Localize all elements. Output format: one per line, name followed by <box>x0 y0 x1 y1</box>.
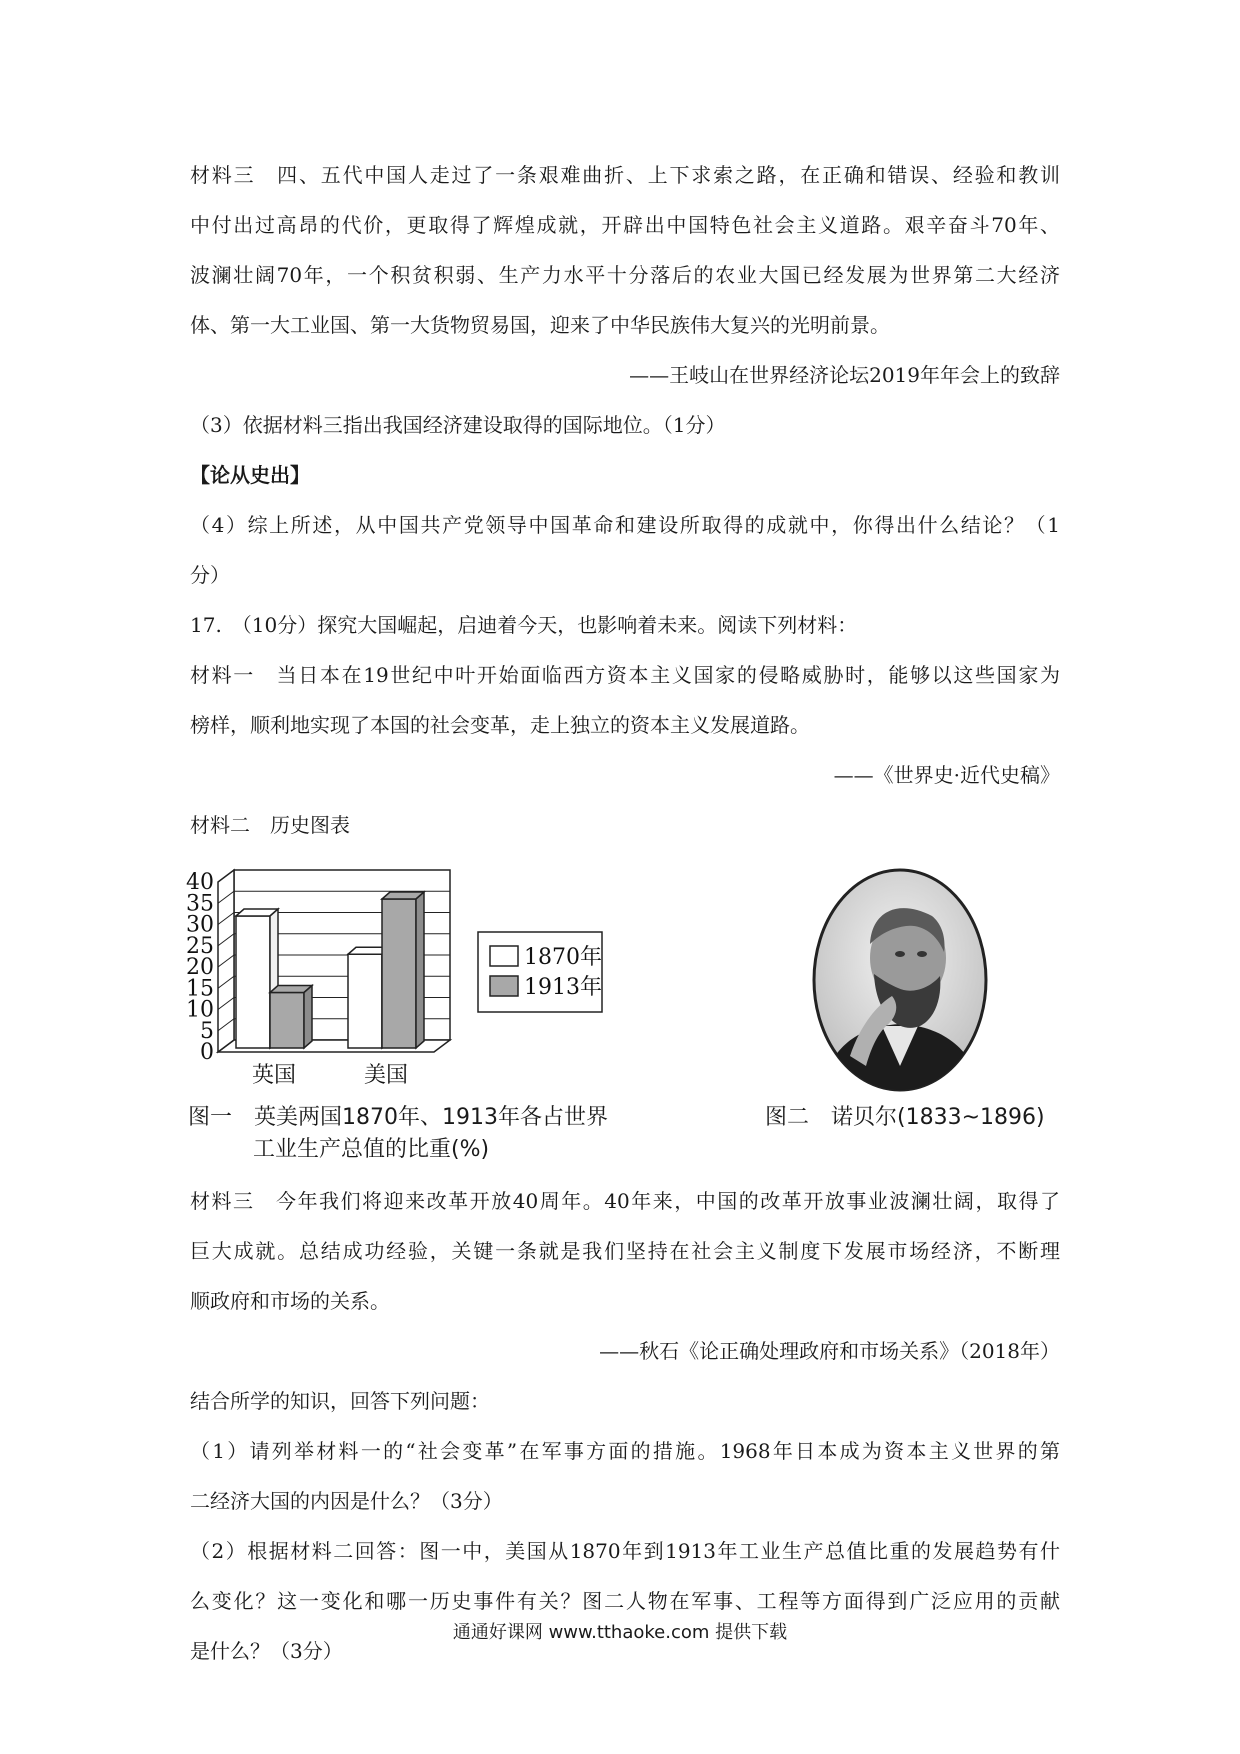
legend-box <box>478 932 602 1012</box>
text-line: 顺政府和市场的关系。 <box>190 1289 390 1313</box>
legend-swatch <box>490 946 518 966</box>
figure-1-caption-line1: 图一 英美两国1870年、1913年各占世界 <box>188 1105 608 1130</box>
page-content <box>186 150 1060 1676</box>
text-line: ——王岐山在世界经济论坛2019年年会上的致辞 <box>629 363 1060 387</box>
y-tick-label: 15 <box>186 976 214 1002</box>
text-line: （3）依据材料三指出我国经济建设取得的国际地位。（1分） <box>190 413 726 437</box>
bar-side <box>416 892 424 1048</box>
bar <box>270 993 304 1049</box>
text-line: 材料三 四、五代中国人走过了一条艰难曲折、上下求索之路，在正确和错误、经验和教训 <box>190 163 1060 187</box>
text-line: ——秋石《论正确处理政府和市场关系》（2018年） <box>599 1339 1060 1363</box>
legend-label: 1913年 <box>524 975 602 1000</box>
legend-swatch <box>490 976 518 996</box>
bar <box>348 954 382 1048</box>
portrait-icon <box>810 866 990 1094</box>
text-line: 材料二 历史图表 <box>190 813 350 837</box>
y-tick-label: 40 <box>186 870 214 895</box>
figure-1-caption-line2: 工业生产总值的比重(%) <box>253 1137 490 1162</box>
text-line: （2）根据材料二回答：图一中，美国从1870年到1913年工业生产总值比重的发展趋势有什 <box>190 1539 1060 1563</box>
y-tick-label: 10 <box>186 997 214 1023</box>
text-line: 17. （10分）探究大国崛起，启迪着今天，也影响着未来。阅读下列材料： <box>190 613 858 637</box>
figure-2-caption: 图二 诺贝尔(1833~1896) <box>765 1105 1045 1130</box>
bar <box>382 899 416 1048</box>
y-tick-label: 5 <box>200 1018 214 1044</box>
text-line: 中付出过高昂的代价，更取得了辉煌成就，开辟出中国特色社会主义道路。艰辛奋斗70年、 <box>190 213 1060 237</box>
text-line: ——《世界史·近代史稿》 <box>833 763 1060 787</box>
figure-2 <box>765 856 1065 1176</box>
x-category-label: 美国 <box>363 1063 409 1088</box>
x-category-label: 英国 <box>251 1063 297 1088</box>
page-footer: 通通好课网 www.tthaoke.com 提供下载 <box>452 1622 788 1643</box>
text-line: 二经济大国的内因是什么？（3分） <box>190 1489 503 1513</box>
text-line: 么变化？这一变化和哪一历史事件有关？图二人物在军事、工程等方面得到广泛应用的贡献 <box>190 1589 1060 1613</box>
bar-side <box>304 986 312 1049</box>
text-line: 材料三 今年我们将迎来改革开放40周年。40年来，中国的改革开放事业波澜壮阔，取得了 <box>190 1189 1060 1213</box>
figure-1-caption <box>188 1102 608 1166</box>
figures-row <box>186 856 1060 1176</box>
text-line: 波澜壮阔70年，一个积贫积弱、生产力水平十分落后的农业大国已经发展为世界第二大经济 <box>190 263 1060 287</box>
bar-chart <box>186 856 750 1096</box>
text-line: 结合所学的知识，回答下列问题： <box>190 1389 490 1413</box>
y-tick-label: 30 <box>186 912 214 938</box>
text-line: 体、第一大工业国、第一大货物贸易国，迎来了中华民族伟大复兴的光明前景。 <box>190 313 890 337</box>
text-line: 【论从史出】 <box>190 463 310 487</box>
y-tick-label: 25 <box>186 933 214 959</box>
y-tick-label: 0 <box>200 1040 214 1065</box>
text-line: 材料一 当日本在19世纪中叶开始面临西方资本主义国家的侵略威胁时，能够以这些国家为 <box>190 663 1060 687</box>
y-tick-label: 20 <box>186 955 214 980</box>
text-line: （1）请列举材料一的“社会变革”在军事方面的措施。1968年日本成为资本主义世界的第 <box>190 1439 1060 1463</box>
text-line: （4）综上所述，从中国共产党领导中国革命和建设所取得的成就中，你得出什么结论？（1 <box>190 513 1060 537</box>
text-line: 巨大成就。总结成功经验，关键一条就是我们坚持在社会主义制度下发展市场经济，不断理 <box>190 1239 1060 1263</box>
legend-label: 1870年 <box>524 945 602 970</box>
y-tick-label: 35 <box>186 891 214 917</box>
text-line: 榜样，顺利地实现了本国的社会变革，走上独立的资本主义发展道路。 <box>190 713 810 737</box>
top-text-block <box>190 150 1060 850</box>
text-line: 分） <box>190 563 230 587</box>
text-line: 是什么？（3分） <box>190 1639 343 1663</box>
figure-1 <box>186 856 750 1176</box>
bar <box>236 916 270 1048</box>
bottom-text-block <box>190 1176 1060 1676</box>
